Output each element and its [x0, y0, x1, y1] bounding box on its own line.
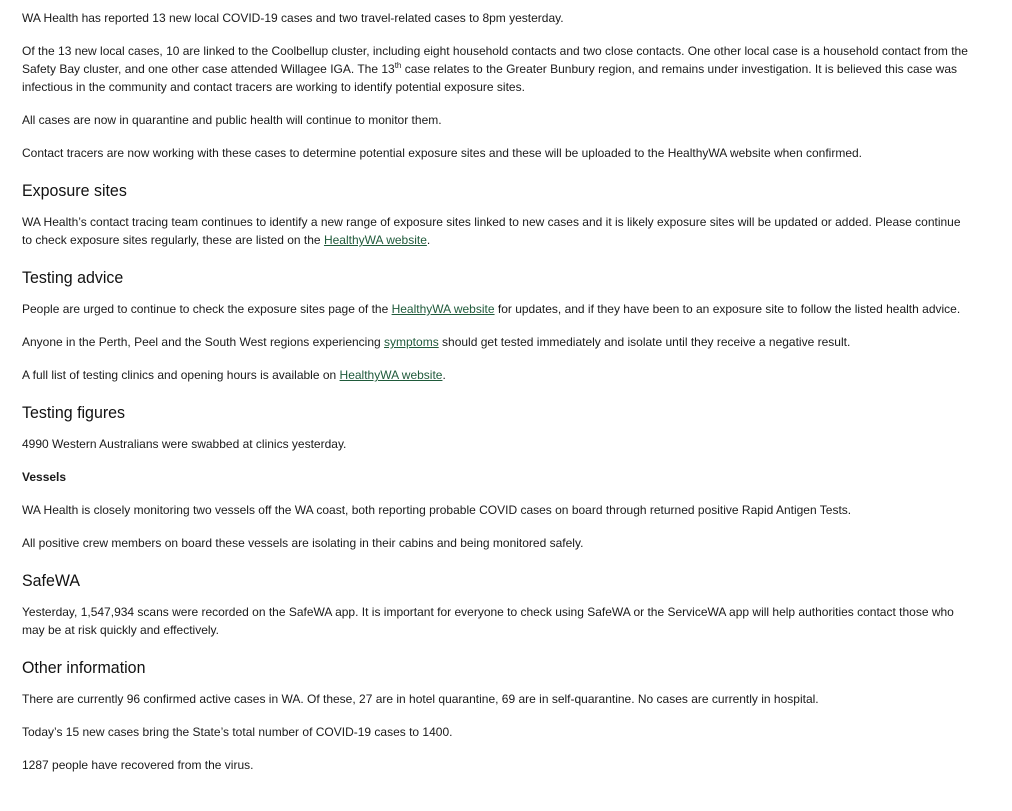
testing-advice-paragraph-3-text-b: . [442, 368, 446, 382]
exposure-paragraph-1 [22, 213, 972, 249]
healthywa-website-link[interactable]: HealthyWA website [391, 302, 495, 316]
symptoms-link[interactable]: symptoms [384, 335, 439, 349]
intro-paragraph-1: WA Health has reported 13 new local COVID-19 cases and two travel-related cases to 8pm yesterday. [22, 11, 564, 25]
healthywa-website-link[interactable]: HealthyWA website [339, 368, 443, 382]
intro-paragraph-2-text-b: case relates to the Greater Bunbury region, and remains under investigation. It is believed this case was infectious in the community and contact tracers are working to identify potential exposure sites. [22, 62, 957, 94]
exposure-paragraph-1-text-a: WA Health’s contact tracing team continues to identify a new range of exposure sites linked to new cases and it is likely exposure sites will be updated or added. Please continue to check exposure sites regularly, these are listed on the [22, 215, 961, 247]
testing-advice-paragraph-1-text-b: for updates, and if they have been to an exposure site to follow the listed health advice. [494, 302, 961, 316]
exposure-sites-heading: Exposure sites [22, 181, 127, 200]
testing-advice-paragraph-2-text-b: should get tested immediately and isolate until they receive a negative result. [438, 335, 851, 349]
intro-paragraph-3: All cases are now in quarantine and public health will continue to monitor them. [22, 113, 442, 127]
other-paragraph-1: There are currently 96 confirmed active cases in WA. Of these, 27 are in hotel quarantine, 69 are in self-quarantine. No cases are currently in hospital. [22, 692, 819, 706]
vessels-paragraph-2: All positive crew members on board these vessels are isolating in their cabins and being monitored safely. [22, 536, 584, 550]
testing-advice-paragraph-1 [22, 300, 972, 318]
other-paragraph-2: Today’s 15 new cases bring the State’s total number of COVID-19 cases to 1400. [22, 725, 453, 739]
testing-advice-heading: Testing advice [22, 268, 124, 287]
testing-advice-paragraph-2 [22, 333, 972, 351]
other-information-heading: Other information [22, 658, 146, 677]
exposure-paragraph-1-text-b: . [426, 233, 431, 247]
other-paragraph-3: 1287 people have recovered from the virus. [22, 758, 254, 772]
safewa-heading: SafeWA [22, 571, 81, 590]
intro-paragraph-4: Contact tracers are now working with these cases to determine potential exposure sites and these will be uploaded to the HealthyWA website when confirmed. [22, 146, 863, 160]
testing-advice-paragraph-1-text-a: People are urged to continue to check the exposure sites page of the [22, 302, 392, 316]
testing-advice-paragraph-3-text-a: A full list of testing clinics and opening hours is available on [22, 368, 340, 382]
intro-paragraph-2-text-a: Of the 13 new local cases, 10 are linked to the Coolbellup cluster, including eight household contacts and two close contacts. One other local case is a household contact from the Safety Bay cluster, and one other case attended Willagee IGA. The 13 [22, 44, 968, 76]
testing-advice-paragraph-2-text-a: Anyone in the Perth, Peel and the South West regions experiencing [22, 335, 385, 349]
vessels-subheading: Vessels [22, 470, 67, 484]
testing-figures-heading: Testing figures [22, 403, 126, 422]
testing-figures-paragraph-1: 4990 Western Australians were swabbed at clinics yesterday. [22, 437, 347, 451]
testing-advice-paragraph-3 [22, 366, 972, 384]
intro-paragraph-2 [22, 42, 972, 96]
vessels-paragraph-1: WA Health is closely monitoring two vessels off the WA coast, both reporting probable COVID cases on board through returned positive Rapid Antigen Tests. [22, 503, 852, 517]
ordinal-suffix: th [394, 61, 402, 70]
healthywa-website-link[interactable]: HealthyWA website [323, 233, 427, 247]
safewa-paragraph-1: Yesterday, 1,547,934 scans were recorded on the SafeWA app. It is important for everyone to check using SafeWA or the ServiceWA app will help authorities contact those who may be at risk quickly and effectively. [22, 605, 954, 637]
